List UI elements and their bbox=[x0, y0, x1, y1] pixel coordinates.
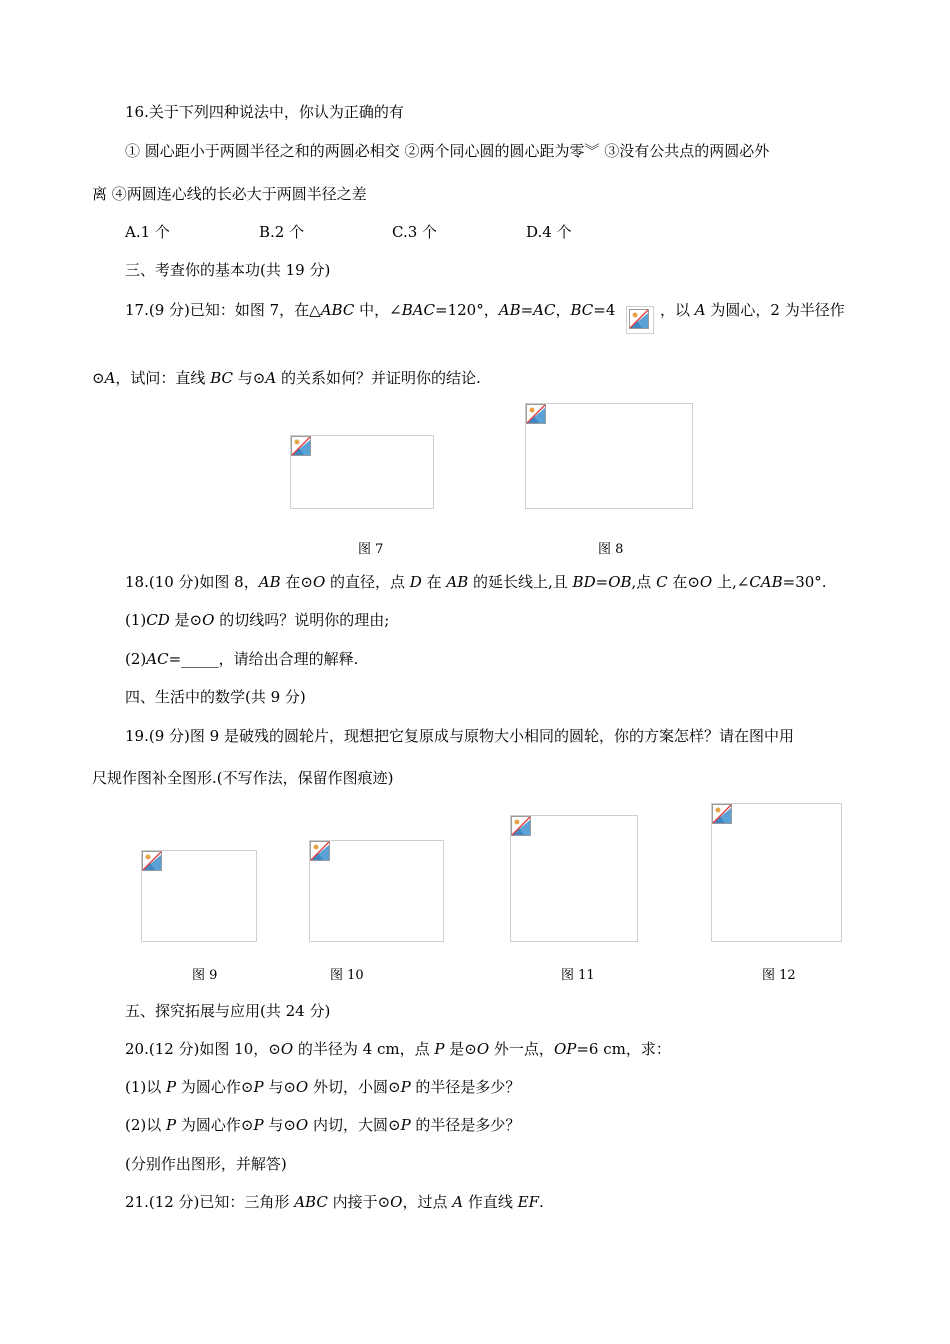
broken-image-icon bbox=[712, 804, 732, 824]
broken-image-icon bbox=[291, 436, 311, 456]
section-3-heading: 三、考查你的基本功(共 19 分) bbox=[125, 261, 331, 279]
figure-12-caption: 图 12 bbox=[762, 968, 796, 983]
q19-line1: 19.(9 分)图 9 是破残的圆轮片，现想把它复原成与原物大小相同的圆轮，你的方案怎样？请在图中用 bbox=[125, 727, 794, 745]
q16-statements-line2: 离 ④两圆连心线的长必大于两圆半径之差 bbox=[92, 185, 367, 203]
q21-stem: 21.(12 分)已知：三角形 ABC 内接于⊙O，过点 A 作直线 EF. bbox=[125, 1193, 544, 1211]
q20-sub3: (分别作出图形，并解答) bbox=[125, 1155, 287, 1173]
q18-stem: 18.(10 分)如图 8，AB 在⊙O 的直径，点 D 在 AB 的延长线上,且 BD=OB,点 C 在⊙O 上,∠CAB=30°. bbox=[125, 573, 827, 591]
figure-9-caption: 图 9 bbox=[192, 968, 218, 983]
q19-line2: 尺规作图补全图形.(不写作法，保留作图痕迹) bbox=[92, 769, 394, 787]
figure-11-caption: 图 11 bbox=[561, 968, 595, 983]
q16-option-c: C.3 个 bbox=[392, 223, 438, 241]
section-4-heading: 四、生活中的数学(共 9 分) bbox=[125, 688, 306, 706]
figure-11 bbox=[510, 815, 638, 942]
broken-image-icon bbox=[629, 309, 649, 329]
figure-8-caption: 图 8 bbox=[598, 542, 624, 557]
figure-12 bbox=[711, 803, 842, 942]
section-5-heading: 五、探究拓展与应用(共 24 分) bbox=[125, 1002, 331, 1020]
figure-10-caption: 图 10 bbox=[330, 968, 364, 983]
broken-image-icon bbox=[142, 851, 162, 871]
q16-option-a: A.1 个 bbox=[125, 223, 170, 241]
q17-line2: ⊙A，试问：直线 BC 与⊙A 的关系如何？并证明你的结论. bbox=[92, 369, 481, 387]
figure-9 bbox=[141, 850, 257, 942]
figure-10 bbox=[309, 840, 444, 942]
q16-stem: 16.关于下列四种说法中，你认为正确的有 bbox=[125, 103, 404, 121]
q17-line1-tail: ，以 A 为圆心，2 为半径作 bbox=[660, 301, 845, 319]
q18-sub2: (2)AC=_____，请给出合理的解释. bbox=[125, 650, 359, 668]
broken-image-icon bbox=[310, 841, 330, 861]
q20-sub2: (2)以 P 为圆心作⊙P 与⊙O 内切，大圆⊙P 的半径是多少？ bbox=[125, 1116, 521, 1134]
q16-statements-line1: ① 圆心距小于两圆半径之和的两圆必相交 ②两个同心圆的圆心距为零︾ ③没有公共点的两圆必外 bbox=[125, 142, 770, 160]
q17-line1: 17.(9 分)已知：如图 7，在△ABC 中，∠BAC=120°，AB=AC，BC=4 bbox=[125, 301, 616, 319]
q18-sub1: (1)CD 是⊙O 的切线吗？说明你的理由; bbox=[125, 611, 390, 629]
figure-7 bbox=[290, 435, 434, 509]
q17-inline-formula-image bbox=[626, 306, 654, 334]
figure-7-caption: 图 7 bbox=[358, 542, 384, 557]
figure-8 bbox=[525, 403, 693, 509]
q20-stem: 20.(12 分)如图 10，⊙O 的半径为 4 cm，点 P 是⊙O 外一点，OP=6 cm，求： bbox=[125, 1040, 671, 1058]
q16-option-b: B.2 个 bbox=[259, 223, 305, 241]
q16-option-d: D.4 个 bbox=[526, 223, 572, 241]
q20-sub1: (1)以 P 为圆心作⊙P 与⊙O 外切，小圆⊙P 的半径是多少？ bbox=[125, 1078, 521, 1096]
broken-image-icon bbox=[511, 816, 531, 836]
broken-image-icon bbox=[526, 404, 546, 424]
